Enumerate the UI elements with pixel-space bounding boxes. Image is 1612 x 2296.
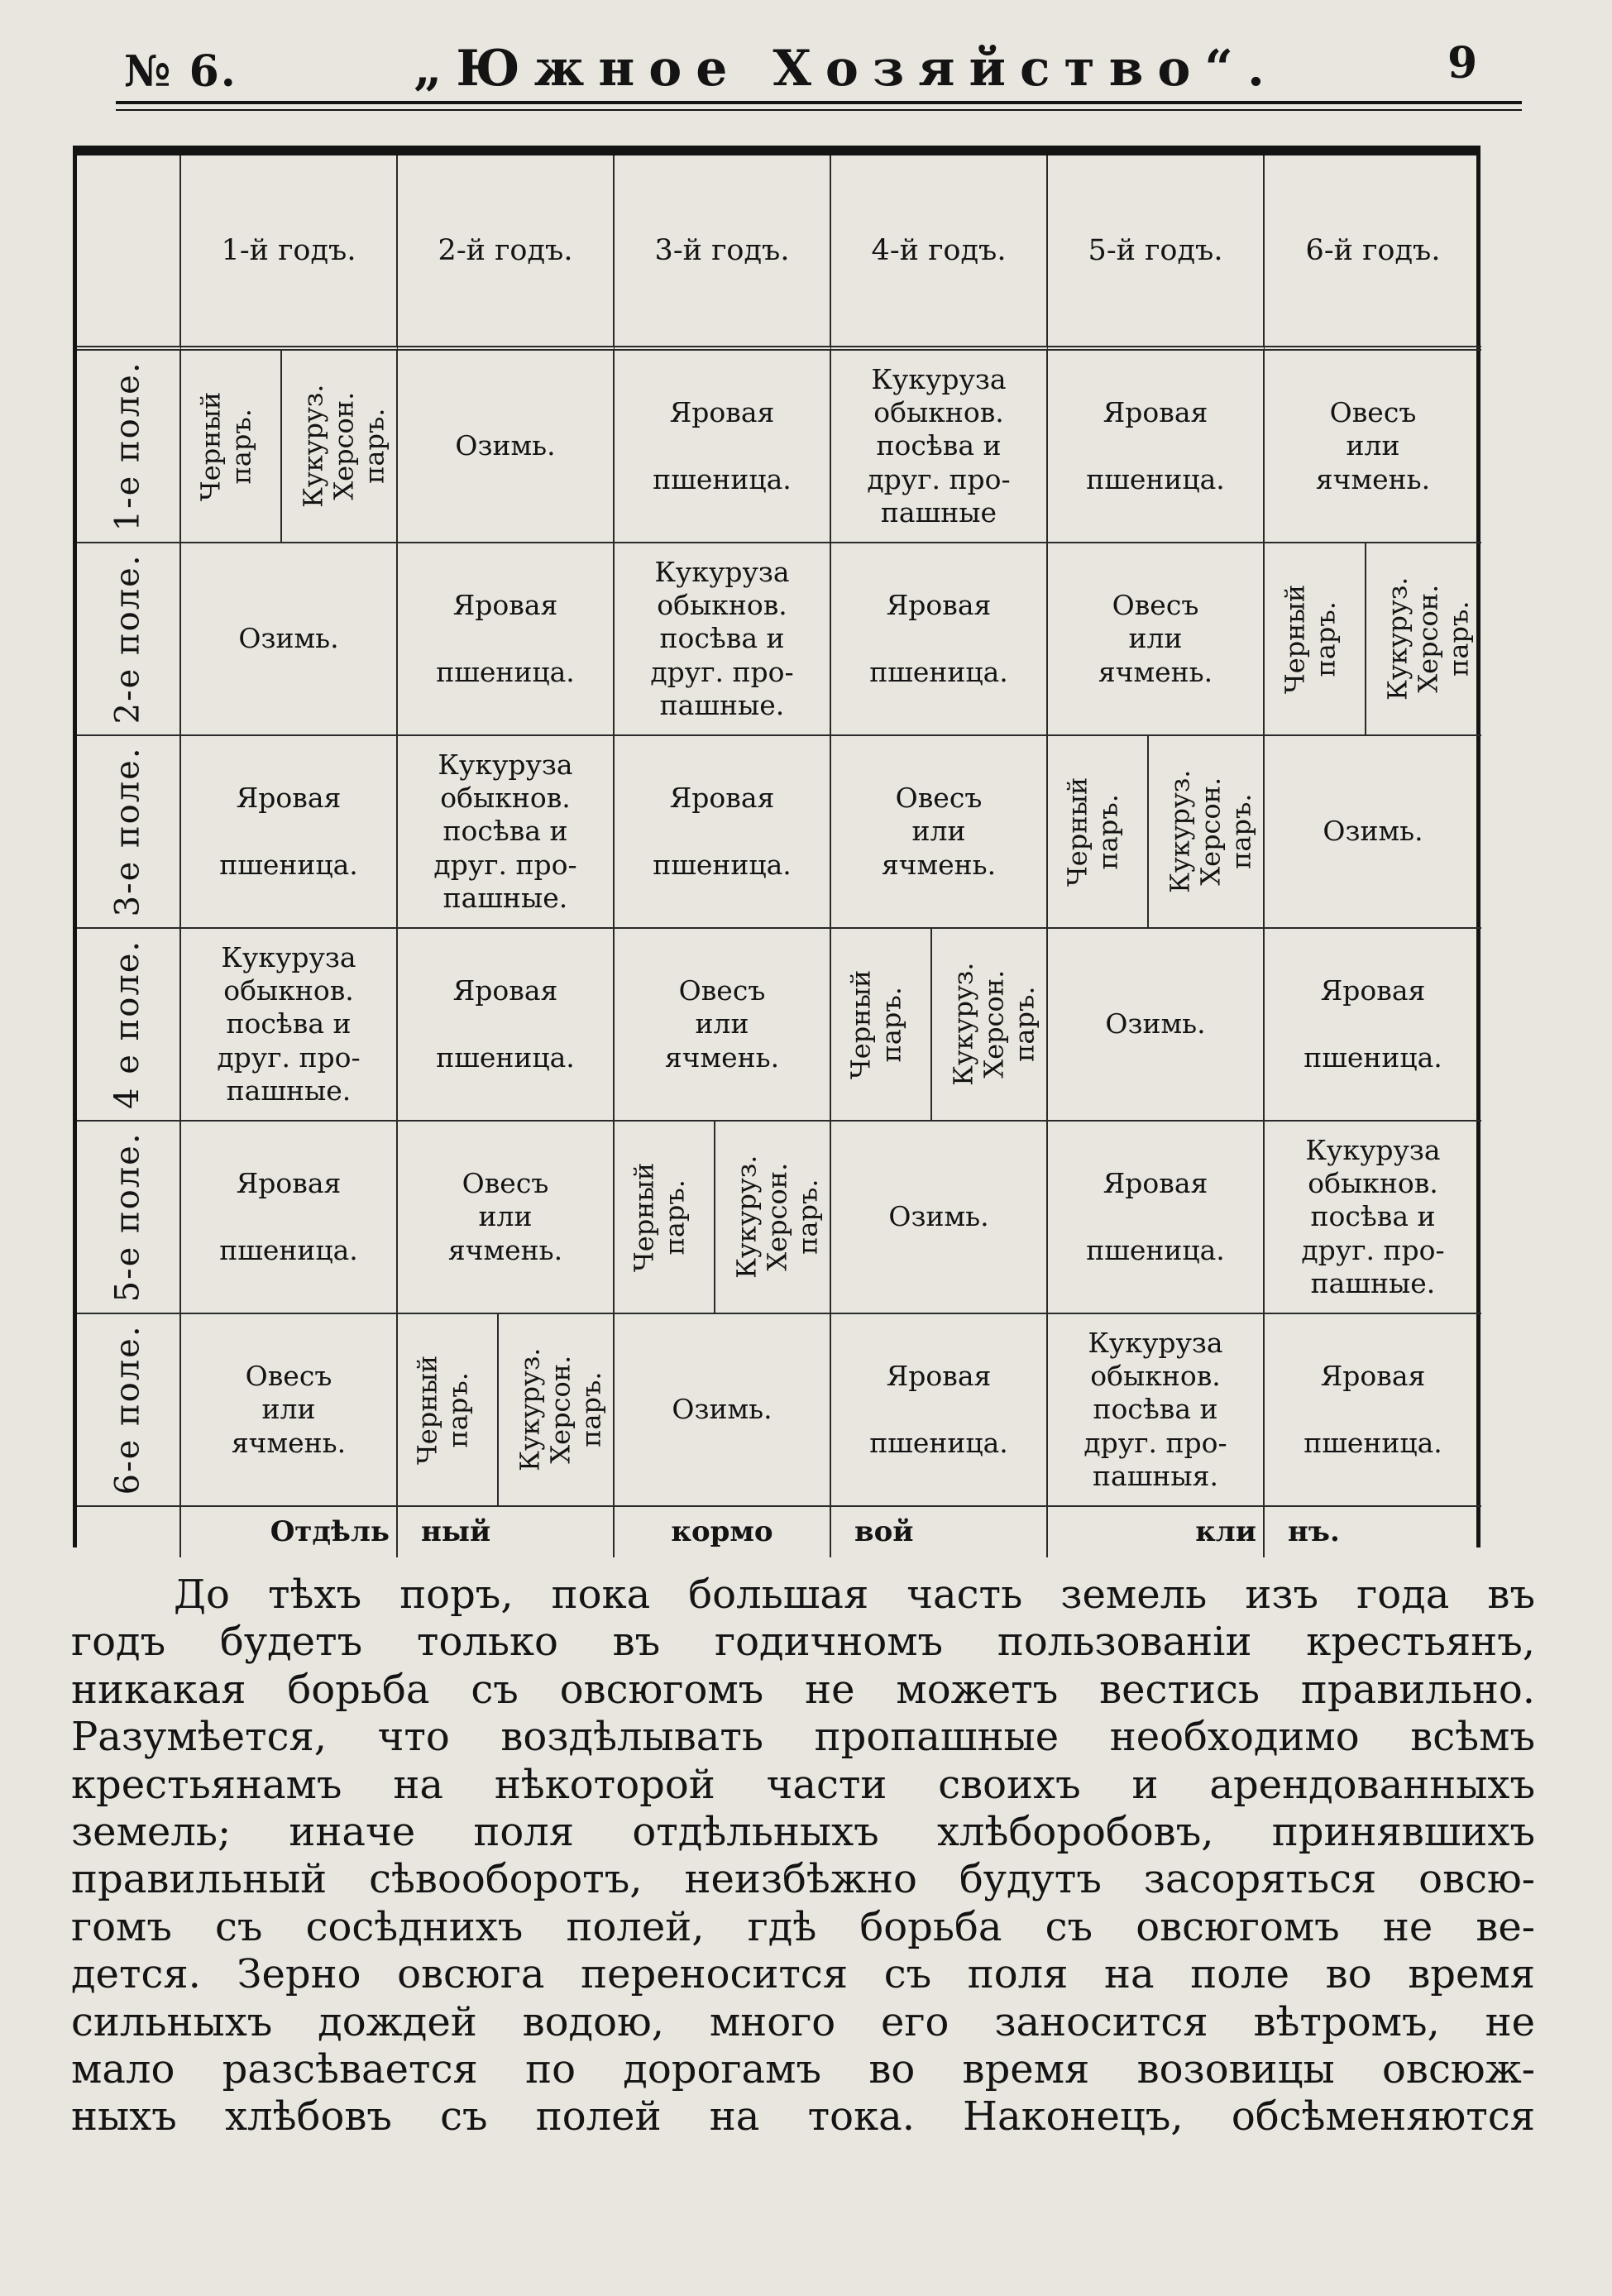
- corn-fallow-label: Кукуруз. Херсон. паръ.: [947, 962, 1040, 1087]
- black-fallow-label-box: [398, 1314, 497, 1505]
- field-label-2: [77, 543, 181, 736]
- year-header-3: 3-й годъ.: [615, 155, 831, 351]
- black-fallow-label: Черный паръ.: [1279, 584, 1342, 694]
- crop-cell: Яровая пшеница.: [1048, 1122, 1265, 1314]
- text-line: До тѣхъ поръ, пока большая часть земель изъ года въ: [174, 1571, 1535, 1618]
- corn-fallow-label: Кукуруз. Херсон. паръ.: [297, 384, 390, 509]
- text-line: земель; иначе поля отдѣльныхъ хлѣборобовъ, принявшихъ: [71, 1808, 1535, 1855]
- crop-cell: Озимь.: [615, 1314, 831, 1507]
- running-header: [116, 31, 1522, 106]
- corn-fallow-label-box: [1365, 543, 1481, 734]
- text-line: никакая борьба съ овсюгомъ не можетъ вестись правильно.: [71, 1666, 1535, 1713]
- corn-fallow-label-box: [280, 351, 398, 542]
- crop-cell: Кукуруза обыкнов. посѣва и друг. про- пашные.: [1265, 1122, 1481, 1314]
- crop-cell: Яровая пшеница.: [831, 1314, 1048, 1507]
- text-line: дется. Зерно овсюга переносится съ поля на поле во время: [71, 1951, 1535, 1998]
- crop-cell: Овесъ или ячмень.: [615, 929, 831, 1122]
- field-label-text: 5-е поле.: [108, 1131, 147, 1303]
- crop-cell: Яровая пшеница.: [398, 929, 615, 1122]
- corn-fallow-label: Кукуруз. Херсон. паръ.: [1164, 769, 1257, 894]
- crop-cell: Яровая пшеница.: [1265, 1314, 1481, 1507]
- crop-cell: Озимь.: [1048, 929, 1265, 1122]
- text-line: ныхъ хлѣбовъ съ полей на тока. Наконецъ, обсѣменяются: [71, 2093, 1535, 2141]
- header-rule-thin: [116, 109, 1522, 111]
- field-label-text: 3-е поле.: [108, 746, 147, 917]
- field-label-text: 2-е поле.: [108, 553, 147, 725]
- crop-cell: Кукуруза обыкнов. посѣва и друг. про- пашные: [831, 351, 1048, 543]
- footer-caption-part: ный: [398, 1507, 615, 1557]
- crop-cell: Овесъ или ячмень.: [831, 736, 1048, 929]
- crop-cell: Овесъ или ячмень.: [1048, 543, 1265, 736]
- crop-cell: Овесъ или ячмень.: [398, 1122, 615, 1314]
- page-number: 9: [1447, 38, 1478, 88]
- footer-caption-part: вой: [831, 1507, 1048, 1557]
- crop-cell: Яровая пшеница.: [615, 736, 831, 929]
- crop-cell: Яровая пшеница.: [615, 351, 831, 543]
- year-header-5: 5-й годъ.: [1048, 155, 1265, 351]
- body-paragraph: [71, 1571, 1535, 2141]
- fallow-cell: [398, 1314, 615, 1507]
- corn-fallow-label: Кукуруз. Херсон. паръ.: [730, 1155, 824, 1280]
- text-line: крестьянамъ на нѣкоторой части своихъ и арендованныхъ: [71, 1761, 1535, 1808]
- fallow-cell: [615, 1122, 831, 1314]
- corn-fallow-label-box: [930, 929, 1048, 1120]
- crop-cell: Кукуруза обыкнов. посѣва и друг. про- пашные.: [181, 929, 398, 1122]
- fallow-cell: [181, 351, 398, 543]
- black-fallow-label: Черный паръ.: [194, 391, 257, 501]
- corn-fallow-label: Кукуруз. Херсон. паръ.: [1381, 576, 1475, 701]
- crop-cell: Кукуруза обыкнов. посѣва и друг. про- пашные.: [615, 543, 831, 736]
- text-line: Разумѣется, что воздѣлывать пропашные необходимо всѣмъ: [71, 1714, 1535, 1761]
- year-header-4: 4-й годъ.: [831, 155, 1048, 351]
- text-line: гомъ съ сосѣднихъ полей, гдѣ борьба съ овсюгомъ не ве-: [71, 1903, 1535, 1950]
- crop-rotation-table: [73, 146, 1480, 1547]
- field-label-text: 4 е поле.: [108, 939, 147, 1110]
- crop-cell: Озимь.: [181, 543, 398, 736]
- year-header-2: 2-й годъ.: [398, 155, 615, 351]
- field-label-4: [77, 929, 181, 1122]
- year-header-1: 1-й годъ.: [181, 155, 398, 351]
- issue-number: № 6.: [124, 46, 237, 97]
- corn-fallow-label-box: [1147, 736, 1265, 927]
- black-fallow-label-box: [181, 351, 280, 542]
- field-label-6: [77, 1314, 181, 1507]
- year-header-6: 6-й годъ.: [1265, 155, 1481, 351]
- footer-caption-part: нъ.: [1288, 1514, 1340, 1548]
- black-fallow-label: Черный паръ.: [844, 969, 907, 1079]
- field-label-1: [77, 351, 181, 543]
- black-fallow-label-box: [1265, 543, 1365, 734]
- crop-cell: Овесъ или ячмень.: [1265, 351, 1481, 543]
- crop-cell: Яровая пшеница.: [181, 736, 398, 929]
- fallow-cell: [1048, 736, 1265, 929]
- crop-cell: Озимь.: [398, 351, 615, 543]
- crop-cell: Озимь.: [831, 1122, 1048, 1314]
- crop-cell: Озимь.: [1265, 736, 1481, 929]
- fallow-cell: [1265, 543, 1481, 736]
- black-fallow-label-box: [831, 929, 930, 1120]
- field-label-text: 6-е поле.: [108, 1324, 147, 1495]
- footer-caption-part: кормо: [615, 1507, 831, 1557]
- field-label-text: 1-е поле.: [108, 361, 147, 532]
- black-fallow-label: Черный паръ.: [411, 1355, 474, 1465]
- corn-fallow-label-box: [497, 1314, 615, 1505]
- journal-title: „Южное Хозяйство“.: [414, 40, 1279, 98]
- footer-empty-cell: [77, 1507, 181, 1557]
- corn-fallow-label-box: [714, 1122, 831, 1313]
- crop-cell: Яровая пшеница.: [831, 543, 1048, 736]
- black-fallow-label-box: [1048, 736, 1147, 927]
- footer-caption-part: Отдѣль: [181, 1507, 398, 1557]
- header-rule: [116, 101, 1522, 104]
- text-line: правильный сѣвооборотъ, неизбѣжно будутъ засоряться овсю-: [71, 1856, 1535, 1903]
- field-label-3: [77, 736, 181, 929]
- crop-cell: Яровая пшеница.: [1048, 351, 1265, 543]
- crop-cell: Кукуруза обыкнов. посѣва и друг. про- пашные.: [398, 736, 615, 929]
- table-corner-cell: [77, 155, 181, 351]
- black-fallow-label-box: [615, 1122, 714, 1313]
- crop-cell: Яровая пшеница.: [1265, 929, 1481, 1122]
- crop-cell: Кукуруза обыкнов. посѣва и друг. про- пашныя.: [1048, 1314, 1265, 1507]
- black-fallow-label: Черный паръ.: [628, 1162, 691, 1272]
- crop-cell: Яровая пшеница.: [398, 543, 615, 736]
- fallow-cell: [831, 929, 1048, 1122]
- text-line: сильныхъ дождей водою, много его заносится вѣтромъ, не: [71, 1998, 1535, 2045]
- footer-caption-part: кли: [1048, 1507, 1265, 1557]
- field-label-5: [77, 1122, 181, 1314]
- crop-cell: Овесъ или ячмень.: [181, 1314, 398, 1507]
- black-fallow-label: Черный паръ.: [1061, 777, 1124, 887]
- corn-fallow-label: Кукуруз. Херсон. паръ.: [514, 1347, 607, 1472]
- crop-cell: Яровая пшеница.: [181, 1122, 398, 1314]
- text-line: годъ будетъ только въ годичномъ пользованіи крестьянъ,: [71, 1619, 1535, 1666]
- text-line: мало разсѣвается по дорогамъ во время возовицы овсюж-: [71, 2045, 1535, 2093]
